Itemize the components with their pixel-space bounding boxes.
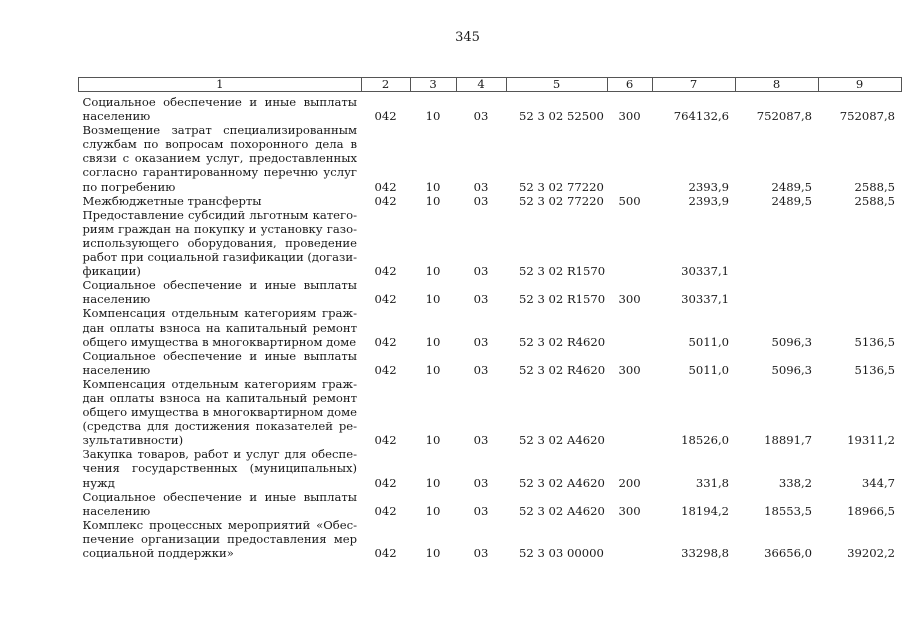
- table-row: [79, 306, 902, 348]
- amount-year-1: 30337,1: [681, 292, 730, 307]
- row-description: [79, 278, 362, 306]
- row-description: [79, 208, 362, 278]
- description-line: Предоставление субсидий льготным катего-: [82, 207, 358, 222]
- subsection-code: 03: [473, 503, 489, 518]
- expense-type-code: [607, 518, 652, 560]
- description-line: социальной поддержки»: [82, 546, 234, 560]
- amount-year-3: 344,7: [861, 475, 896, 490]
- target-article-code: 52 3 03 00000: [519, 546, 604, 560]
- expense-type-code: 500: [618, 193, 641, 208]
- column-header: 7: [652, 78, 735, 92]
- table-row: [79, 194, 902, 208]
- description-line: согласно гарантированному перечню услуг: [82, 165, 358, 180]
- table-row: [79, 349, 902, 377]
- description-line: нужд: [82, 475, 115, 490]
- expense-type-code: [607, 306, 652, 348]
- section-code: 10: [425, 292, 441, 307]
- amount-year-3: 752087,8: [839, 109, 896, 124]
- target-article-code: 52 3 02 A4620: [519, 475, 605, 490]
- amount-year-2: 5096,3: [771, 334, 813, 349]
- amount-year-1: 5011,0: [688, 362, 730, 377]
- description-line: дан оплаты взноса на капитальный ремонт: [82, 320, 358, 335]
- ministry-code: 042: [374, 503, 397, 518]
- description-line: населению: [82, 362, 151, 377]
- amount-year-1: 331,8: [695, 475, 730, 490]
- column-header: 6: [607, 78, 652, 92]
- target-article-code: 52 3 02 R4620: [519, 362, 606, 377]
- description-line: печение организации предоставления мер: [82, 531, 358, 546]
- description-line: населению: [82, 109, 151, 124]
- target-article-code: 52 3 02 77220: [519, 179, 604, 194]
- target-article-code: 52 3 02 77220: [519, 193, 604, 208]
- description-line: Социальное обеспечение и иные выплаты: [82, 278, 358, 293]
- amount-year-2: 18891,7: [764, 433, 813, 448]
- description-line: населению: [82, 503, 151, 518]
- section-code: 10: [425, 546, 441, 560]
- section-code: 10: [425, 475, 441, 490]
- amount-year-2: 338,2: [778, 475, 813, 490]
- amount-year-1: 5011,0: [688, 334, 730, 349]
- description-line: общего имущества в многоквартирном доме: [82, 405, 358, 420]
- description-line: службам по вопросам похоронного дела в: [82, 137, 358, 152]
- description-line: фикации): [82, 264, 141, 279]
- description-line: населению: [82, 292, 151, 307]
- description-line: Межбюджетные трансферты: [82, 193, 262, 208]
- description-line: связи с оказанием услуг, предоставленных: [82, 151, 358, 166]
- target-article-code: 52 3 02 R1570: [519, 264, 606, 279]
- target-article-code: 52 3 02 R1570: [519, 292, 606, 307]
- ministry-code: 042: [374, 193, 397, 208]
- ministry-code: 042: [374, 109, 397, 124]
- description-line: использующего оборудования, проведение: [82, 235, 358, 250]
- target-article-code: 52 3 02 A4620: [519, 433, 605, 448]
- description-line: общего имущества в многоквартирном доме: [82, 334, 357, 349]
- row-description: [79, 92, 362, 124]
- description-line: риям граждан на покупку и установку газо-: [82, 221, 358, 236]
- target-article-code: 52 3 02 52500: [519, 109, 604, 124]
- description-line: работ при социальной газификации (догази-: [82, 250, 358, 265]
- description-line: Социальное обеспечение и иные выплаты: [82, 489, 358, 504]
- description-line: Возмещение затрат специализированным: [82, 123, 358, 138]
- expense-type-code: 300: [618, 109, 641, 124]
- amount-year-3: 5136,5: [854, 362, 896, 377]
- section-code: 10: [425, 433, 441, 448]
- section-code: 10: [425, 179, 441, 194]
- subsection-code: 03: [473, 264, 489, 279]
- amount-year-1: 764132,6: [673, 109, 730, 124]
- description-line: Закупка товаров, работ и услуг для обеспе-: [82, 447, 358, 462]
- subsection-code: 03: [473, 334, 489, 349]
- amount-year-2: 36656,0: [764, 546, 813, 560]
- ministry-code: 042: [374, 546, 397, 560]
- amount-year-3: 2588,5: [854, 193, 896, 208]
- amount-year-3: 2588,5: [854, 179, 896, 194]
- row-description: [79, 490, 362, 518]
- row-description: [79, 349, 362, 377]
- amount-year-2: 2489,5: [771, 193, 813, 208]
- column-header: 4: [456, 78, 506, 92]
- row-description: [79, 377, 362, 447]
- amount-year-2: 5096,3: [771, 362, 813, 377]
- subsection-code: 03: [473, 475, 489, 490]
- amount-year-1: 18194,2: [681, 503, 730, 518]
- header-row: [79, 78, 902, 92]
- section-code: 10: [425, 334, 441, 349]
- expense-type-code: [607, 208, 652, 278]
- page-number: 345: [455, 30, 480, 45]
- ministry-code: 042: [374, 334, 397, 349]
- expense-type-code: 300: [618, 292, 641, 307]
- description-line: Компенсация отдельным категориям граж-: [82, 306, 358, 321]
- table-row: [79, 490, 902, 518]
- ministry-code: 042: [374, 264, 397, 279]
- amount-year-2: 18553,5: [764, 503, 813, 518]
- description-line: дан оплаты взноса на капитальный ремонт: [82, 390, 358, 405]
- subsection-code: 03: [473, 292, 489, 307]
- description-line: зультативности): [82, 433, 184, 448]
- amount-year-1: 30337,1: [681, 264, 730, 279]
- table-row: [79, 92, 902, 124]
- column-header: 9: [818, 78, 901, 92]
- row-description: [79, 447, 362, 489]
- ministry-code: 042: [374, 179, 397, 194]
- table-row: [79, 377, 902, 447]
- amount-year-2: 2489,5: [771, 179, 813, 194]
- subsection-code: 03: [473, 193, 489, 208]
- column-header: 8: [735, 78, 818, 92]
- amount-year-3: [818, 278, 901, 306]
- expense-type-code: 300: [618, 503, 641, 518]
- amount-year-1: 18526,0: [681, 433, 730, 448]
- amount-year-1: 2393,9: [688, 193, 730, 208]
- column-header: 3: [410, 78, 456, 92]
- description-line: чения государственных (муниципальных): [82, 461, 358, 476]
- row-description: [79, 518, 362, 560]
- table-row: [79, 447, 902, 489]
- ministry-code: 042: [374, 292, 397, 307]
- section-code: 10: [425, 362, 441, 377]
- ministry-code: 042: [374, 475, 397, 490]
- amount-year-3: 5136,5: [854, 334, 896, 349]
- amount-year-3: [818, 208, 901, 278]
- amount-year-3: 18966,5: [847, 503, 896, 518]
- amount-year-2: [735, 278, 818, 306]
- amount-year-2: [735, 208, 818, 278]
- section-code: 10: [425, 264, 441, 279]
- ministry-code: 042: [374, 433, 397, 448]
- table-row: [79, 123, 902, 193]
- description-line: Социальное обеспечение и иные выплаты: [82, 348, 358, 363]
- description-line: Комплекс процессных мероприятий «Обес-: [82, 517, 358, 532]
- amount-year-1: 2393,9: [688, 179, 730, 194]
- description-line: (средства для достижения показателей ре-: [82, 419, 358, 434]
- budget-table: [78, 77, 902, 560]
- description-line: Компенсация отдельным категориям граж-: [82, 376, 358, 391]
- target-article-code: 52 3 02 R4620: [519, 334, 606, 349]
- subsection-code: 03: [473, 179, 489, 194]
- table-row: [79, 278, 902, 306]
- column-header: 1: [79, 78, 362, 92]
- row-description: [79, 306, 362, 348]
- expense-type-code: [607, 377, 652, 447]
- table-row: [79, 518, 902, 560]
- amount-year-2: 752087,8: [756, 109, 813, 124]
- subsection-code: 03: [473, 433, 489, 448]
- column-header: 2: [361, 78, 410, 92]
- subsection-code: 03: [473, 362, 489, 377]
- target-article-code: 52 3 02 A4620: [519, 503, 605, 518]
- expense-type-code: 200: [618, 475, 641, 490]
- subsection-code: 03: [473, 109, 489, 124]
- expense-type-code: 300: [618, 362, 641, 377]
- section-code: 10: [425, 109, 441, 124]
- subsection-code: 03: [473, 546, 489, 560]
- section-code: 10: [425, 193, 441, 208]
- section-code: 10: [425, 503, 441, 518]
- ministry-code: 042: [374, 362, 397, 377]
- amount-year-1: 33298,8: [681, 546, 730, 560]
- expense-type-code: [607, 123, 652, 193]
- column-header: 5: [506, 78, 607, 92]
- description-line: Социальное обеспечение и иные выплаты: [82, 95, 358, 109]
- row-description: [79, 194, 362, 208]
- table-row: [79, 208, 902, 278]
- description-line: по погребению: [82, 179, 176, 194]
- row-description: [79, 123, 362, 193]
- amount-year-3: 19311,2: [847, 433, 896, 448]
- amount-year-3: 39202,2: [847, 546, 896, 560]
